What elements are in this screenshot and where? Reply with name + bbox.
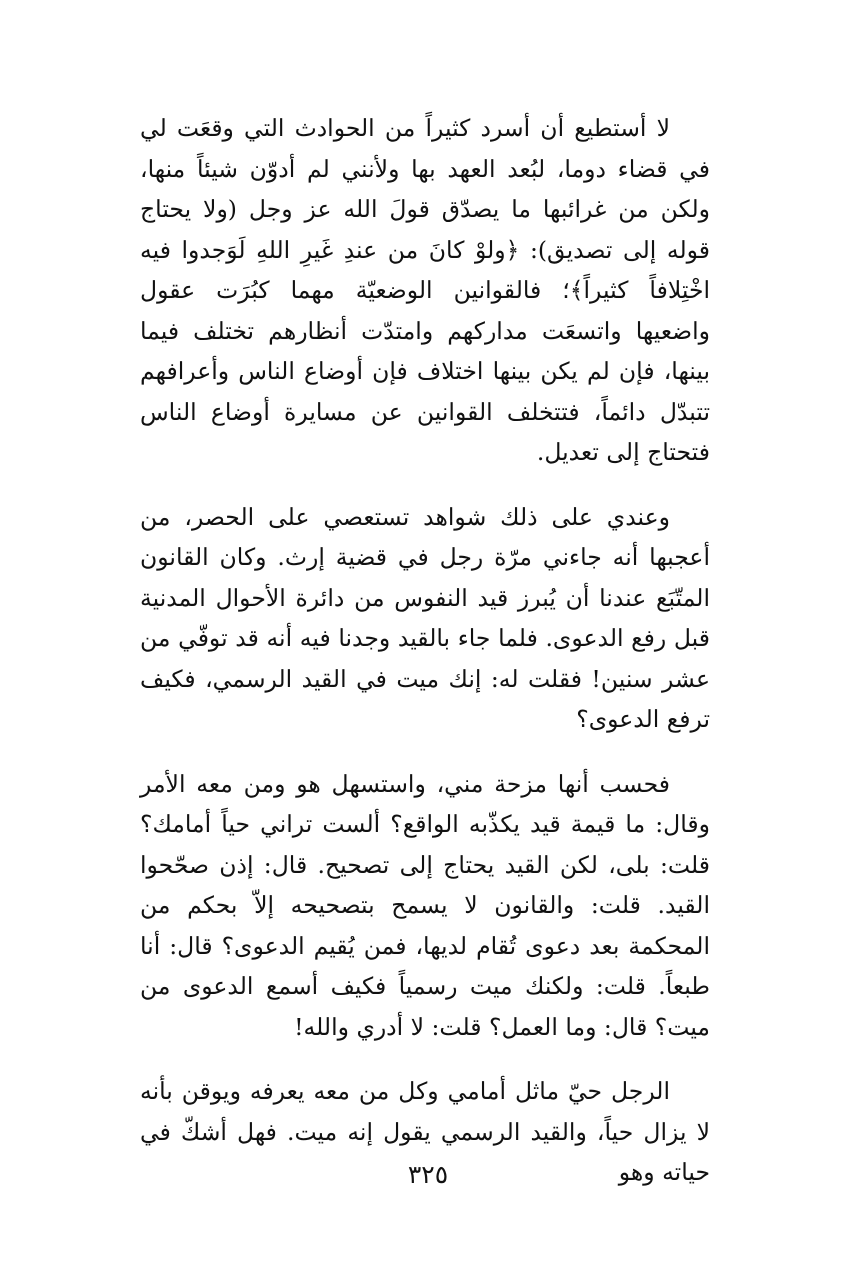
page-number: ٣٢٥ [407, 1160, 449, 1189]
paragraph-4: الرجل حيّ ماثل أمامي وكل من معه يعرفه ويوقن بأنه لا يزال حياً، والقيد الرسمي يقول إنه ميت. فهل أشكّ في حياته وهو [140, 1077, 710, 1186]
paragraph-1: لا أستطيع أن أسرد كثيراً من الحوادث التي وقعَت لي في قضاء دوما، لبُعد العهد بها ولأنني لم أدوّن شيئاً منها، ولكن من غرائبها ما يصدّق قولَ الله عز وجل (ولا يحتاج قوله إلى تصديق): ﴿ولوْ كانَ من عندِ غَيرِ اللهِ لَوَجدوا فيه اخْتِلافاً كثيراً﴾؛ فالقوانين الوضعيّة مهما كبُرَت عقول واضعيها واتسعَت مداركهم وامتدّت أنظارهم تختلف فيما بينها، فإن لم يكن بينها اختلاف فإن أوضاع الناس وأعرافهم تتبدّل دائماً، فتتخلف القوانين عن مسايرة أوضاع الناس فتحتاج إلى تعديل. [140, 114, 710, 466]
paragraph-2: وعندي على ذلك شواهد تستعصي على الحصر، من أعجبها أنه جاءني مرّة رجل في قضية إرث. وكان القانون المتّبَع عندنا أن يُبرز قيد النفوس من دائرة الأحوال المدنية قبل رفع الدعوى. فلما جاء بالقيد وجدنا فيه أنه قد توفّي من عشر سنين! فقلت له: إنك ميت في القيد الرسمي، فكيف ترفع الدعوى؟ [140, 502, 710, 733]
page-body [140, 108, 710, 1217]
paragraph-3: فحسب أنها مزحة مني، واستسهل هو ومن معه الأمر وقال: ما قيمة قيد يكذّبه الواقع؟ ألست تراني حياً أمامك؟ قلت: بلى، لكن القيد يحتاج إلى تصحيح. قال: إذن صحّحوا القيد. قلت: والقانون لا يسمح بتصحيحه إلاّ بحكم من المحكمة بعد دعوى تُقام لديها، فمن يُقيم الدعوى؟ قال: أنا طبعاً. قلت: ولكنك ميت رسمياً فكيف أسمع الدعوى من ميت؟ قال: وما العمل؟ قلت: لا أدري والله! [140, 769, 710, 1041]
